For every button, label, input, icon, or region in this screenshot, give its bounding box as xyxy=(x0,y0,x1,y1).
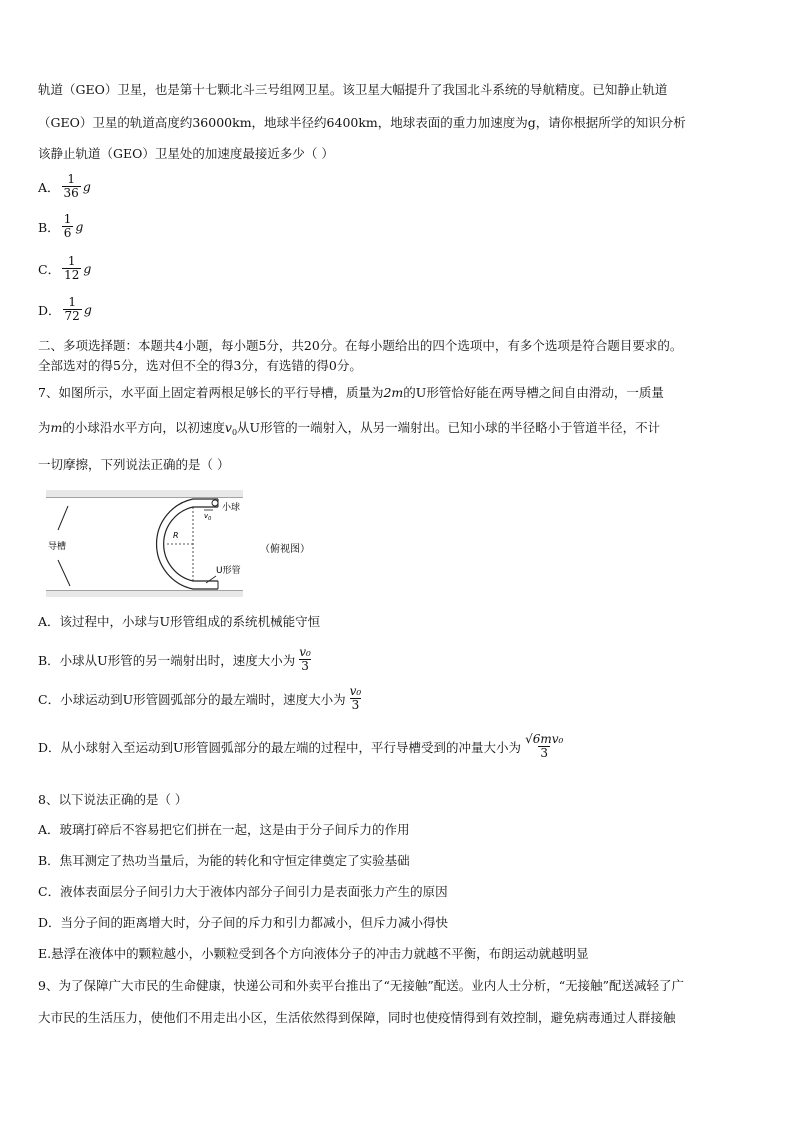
q9-stem-line-1: 9、为了保障广大市民的生命健康，快递公司和外卖平台推出了“无接触”配送。业内人士分析，“无接触”配送减轻了广 xyxy=(38,978,685,993)
q8-option-b: B．焦耳测定了热功当量后，为能的转化和守恒定律奠定了实验基础 xyxy=(38,853,410,868)
q8-option-a: A．玻璃打碎后不容易把它们拼在一起，这是由于分子间斥力的作用 xyxy=(38,822,410,837)
groove-label: 导槽 xyxy=(48,542,67,552)
denominator: 3 xyxy=(540,746,548,760)
numerator: v₀ xyxy=(349,684,362,698)
q6-stem-line-3: 该静止轨道（GEO）卫星处的加速度最接近多少（ ） xyxy=(38,146,334,161)
q7-text: 从U形管的一端射入，从另一端射出。已知小球的半径略小于管道半径，不计 xyxy=(237,420,661,435)
numerator: 1 xyxy=(63,212,72,226)
q7-text: 7、如图所示，水平面上固定着两根足够长的平行导槽，质量为 xyxy=(38,385,384,400)
q8-option-c: C．液体表面层分子间引力大于液体内部分子间引力是表面张力产生的原因 xyxy=(38,884,448,899)
q6-option-d xyxy=(38,296,92,323)
ball xyxy=(212,500,218,506)
unit: g xyxy=(83,261,92,276)
denominator: 3 xyxy=(351,698,360,712)
q7-option-b xyxy=(38,646,315,673)
radius-label: R xyxy=(173,531,179,540)
q6-stem-line-2: （GEO）卫星的轨道高度约36000km，地球半径约6400km，地球表面的重力加速度为g，请你根据所学的知识分析 xyxy=(38,115,686,130)
unit: g xyxy=(83,302,92,317)
q6-option-a xyxy=(38,173,91,200)
denominator: 72 xyxy=(64,309,80,323)
q7-text: 为 xyxy=(38,420,51,435)
u-tube-label: U形管 xyxy=(216,566,241,576)
q6-option-b xyxy=(38,213,83,240)
fraction xyxy=(62,255,81,282)
numerator: 1 xyxy=(67,254,76,268)
groove-bottom-shade xyxy=(46,591,243,597)
q6-option-c xyxy=(38,255,91,282)
q7-stem-line-1 xyxy=(38,385,664,401)
denominator: 6 xyxy=(63,226,72,240)
mass-symbol: 2m xyxy=(383,385,404,400)
q7-option-a: A．该过程中，小球与U形管组成的系统机械能守恒 xyxy=(38,614,321,629)
denominator: 36 xyxy=(63,186,79,200)
q7-stem-line-2 xyxy=(38,420,660,441)
option-text: B．小球从U形管的另一端射出时，速度大小为 xyxy=(38,652,296,668)
view-label: （俯视图） xyxy=(260,544,310,555)
numerator: v₀ xyxy=(299,645,311,659)
numerator: 1 xyxy=(67,172,75,186)
q8-stem: 8、以下说法正确的是（ ） xyxy=(38,792,188,807)
fraction xyxy=(62,213,74,240)
groove-top-shade xyxy=(46,490,243,497)
q8-option-e: E.悬浮在液体中的颗粒越小，小颗粒受到各个方向液体分子的冲击力就越不平衡，布朗运动就越明显 xyxy=(38,946,589,961)
option-label: D． xyxy=(38,302,61,318)
option-label: C． xyxy=(38,261,61,277)
q7-option-c xyxy=(38,685,365,712)
q9-stem-line-2: 大市民的生活压力，使他们不用走出小区，生活依然得到保障，同时也使疫情得到有效控制，避免病毒通过人群接触 xyxy=(38,1010,676,1025)
mass-symbol: m xyxy=(50,420,63,435)
numerator: √6mv₀ xyxy=(525,732,564,746)
q7-text: 的小球沿水平方向，以初速度 xyxy=(62,420,225,435)
ball-label: 小球 xyxy=(222,503,241,513)
option-label: B． xyxy=(38,219,60,235)
velocity-symbol: v xyxy=(224,420,232,435)
q6-stem-line-1: 轨道（GEO）卫星，也是第十七颗北斗三号组网卫星。该卫星大幅提升了我国北斗系统的导航精度。已知静止轨道 xyxy=(38,82,668,97)
fraction xyxy=(297,646,313,673)
groove-pointer-bottom xyxy=(58,560,70,586)
fraction xyxy=(62,173,81,200)
q7-option-d xyxy=(38,733,567,760)
denominator: 12 xyxy=(64,268,80,282)
section2-instruction-line-1: 二、多项选择题：本题共4小题，每小题5分，共20分。在每小题给出的四个选项中，有多个选项是符合题目要求的。 xyxy=(38,338,683,353)
velocity-label: $v_0$ xyxy=(204,512,212,522)
fraction xyxy=(63,296,82,323)
q7-figure xyxy=(38,488,338,598)
fraction xyxy=(523,733,565,760)
q7-text: 的U形管恰好能在两导槽之间自由滑动，一质量 xyxy=(403,385,664,400)
unit: g xyxy=(82,179,91,194)
option-text: D．从小球射入至运动到U形管圆弧部分的最左端的过程中，平行导槽受到的冲量大小为 xyxy=(38,739,522,755)
u-tube-pointer xyxy=(206,576,216,583)
denominator: 3 xyxy=(301,659,309,673)
section2-instruction-line-2: 全部选对的得5分，选对但不全的得3分，有选错的得0分。 xyxy=(38,358,362,373)
groove-pointer-top xyxy=(58,506,68,530)
velocity-subscript: 0 xyxy=(231,428,238,437)
q7-stem-line-3: 一切摩擦，下列说法正确的是（ ） xyxy=(38,457,230,472)
numerator: 1 xyxy=(68,295,76,309)
option-label: A． xyxy=(38,179,60,195)
fraction xyxy=(348,685,364,712)
unit: g xyxy=(75,219,84,234)
option-text: C．小球运动到U形管圆弧部分的最左端时，速度大小为 xyxy=(38,691,346,707)
q8-option-d: D．当分子间的距离增大时，分子间的斥力和引力都减小，但斥力减小得快 xyxy=(38,915,449,930)
